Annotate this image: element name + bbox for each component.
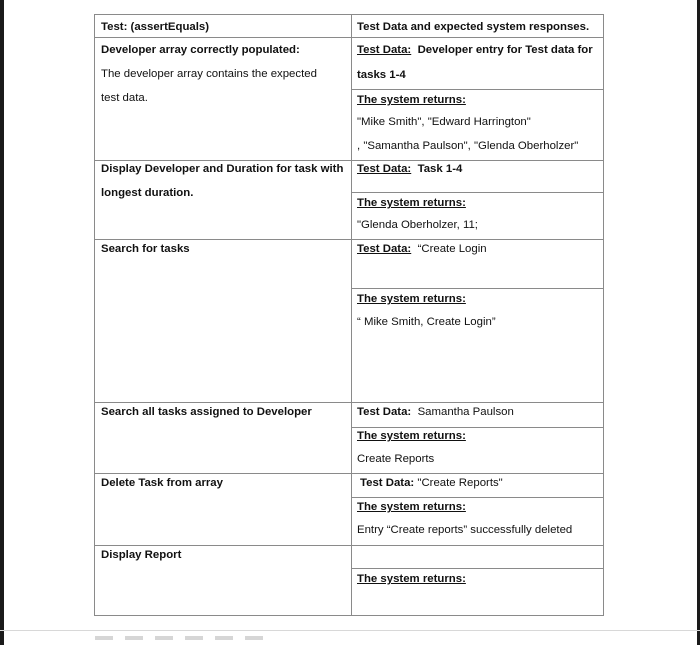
row4-test-data — [357, 405, 514, 419]
row-line — [95, 160, 603, 161]
row-line — [95, 37, 603, 38]
row1-test-data — [357, 43, 593, 57]
row1-test-data-line2: tasks 1-4 — [357, 69, 406, 81]
test-data-value: “Create Login — [417, 243, 487, 255]
row3-returns-line1: “ Mike Smith, Create Login” — [357, 316, 496, 328]
row1-desc-line1: The developer array contains the expected — [101, 68, 317, 80]
row6-returns-label: The system returns: — [357, 573, 466, 585]
row5-returns-line1: Entry “Create reports” successfully deleted — [357, 524, 573, 536]
row1-returns-line2: , "Samantha Paulson", "Glenda Oberholzer" — [357, 140, 579, 152]
row-line — [95, 473, 603, 474]
row3-test-data — [357, 242, 487, 256]
row-line — [352, 427, 603, 428]
row4-returns-line1: Create Reports — [357, 453, 435, 465]
test-data-label: Test Data: — [360, 477, 415, 489]
row2-title-line1: Display Developer and Duration for task with — [101, 163, 344, 175]
test-data-value: Samantha Paulson — [417, 406, 514, 418]
row3-title: Search for tasks — [101, 243, 190, 255]
row1-title: Developer array correctly populated: — [101, 44, 300, 56]
header-left: Test: (assertEquals) — [101, 21, 210, 33]
test-data-label: Test Data: — [357, 163, 412, 175]
faded-text-remnant — [95, 636, 275, 640]
row1-returns-line1: "Mike Smith", "Edward Harrington" — [357, 116, 531, 128]
page-bottom-line — [0, 630, 700, 631]
row2-title-line2: longest duration. — [101, 187, 194, 199]
row2-returns-line1: "Glenda Oberholzer, 11; — [357, 219, 478, 231]
test-data-value: "Create Reports" — [417, 477, 503, 489]
test-data-value: Developer entry for Test data for — [417, 44, 593, 56]
column-divider — [351, 15, 352, 615]
row-line — [95, 239, 603, 240]
row4-title: Search all tasks assigned to Developer — [101, 406, 312, 418]
row3-returns-label: The system returns: — [357, 293, 466, 305]
row-line — [352, 89, 603, 90]
row2-test-data — [357, 162, 462, 176]
row-line — [95, 545, 603, 546]
row5-title: Delete Task from array — [101, 477, 223, 489]
row-line — [352, 288, 603, 289]
row1-desc-line2: test data. — [101, 92, 148, 104]
row-line — [95, 402, 603, 403]
row-line — [352, 568, 603, 569]
test-table — [94, 14, 604, 616]
row4-returns-label: The system returns: — [357, 430, 466, 442]
test-data-label: Test Data: — [357, 243, 412, 255]
row5-test-data — [360, 476, 503, 490]
row-line — [352, 497, 603, 498]
header-right: Test Data and expected system responses. — [357, 21, 590, 33]
row2-returns-label: The system returns: — [357, 197, 466, 209]
test-data-label: Test Data: — [357, 406, 412, 418]
row5-returns-label: The system returns: — [357, 501, 466, 513]
row-line — [352, 192, 603, 193]
row1-returns-label: The system returns: — [357, 94, 466, 106]
page-left-edge — [0, 0, 4, 645]
test-data-value: Task 1-4 — [417, 163, 463, 175]
row6-title: Display Report — [101, 549, 182, 561]
test-data-label: Test Data: — [357, 44, 412, 56]
